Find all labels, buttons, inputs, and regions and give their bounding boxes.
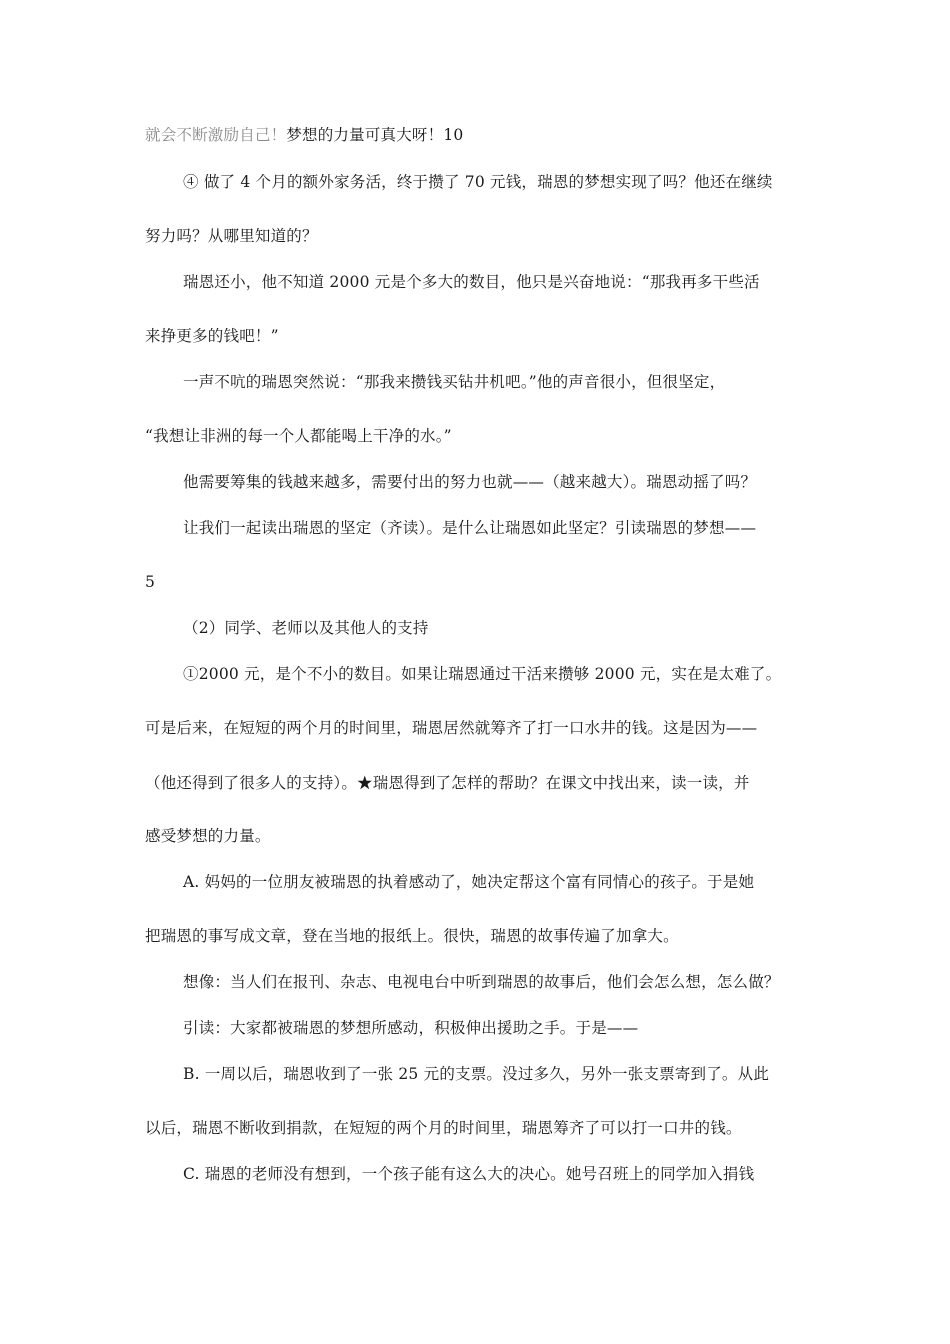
text-line: 可是后来，在短短的两个月的时间里，瑞恩居然就筹齐了打一口水井的钱。这是因为—— (145, 719, 758, 737)
faded-text: 就会不断激励自己！ (145, 126, 287, 144)
text-line: ①2000 元，是个不小的数目。如果让瑞恩通过干活来攒够 2000 元，实在是太难了。 (183, 665, 782, 683)
text-line (145, 125, 463, 145)
text-span: 梦想的力量可真大呀！10 (286, 126, 464, 144)
text-line: 引读：大家都被瑞恩的梦想所感动，积极伸出援助之手。于是—— (183, 1019, 639, 1037)
text-line: B. 一周以后，瑞恩收到了一张 25 元的支票。没过多久，另外一张支票寄到了。从此 (183, 1065, 770, 1083)
text-line: 想像：当人们在报刊、杂志、电视电台中听到瑞恩的故事后，他们会怎么想，怎么做？ (183, 973, 780, 991)
text-line: 一声不吭的瑞恩突然说：“那我来攒钱买钻井机吧。”他的声音很小，但很坚定， (183, 373, 726, 391)
text-line: 把瑞恩的事写成文章，登在当地的报纸上。很快，瑞恩的故事传遍了加拿大。 (145, 927, 679, 945)
text-line: “我想让非洲的每一个人都能喝上干净的水。” (145, 427, 452, 445)
text-line: 瑞恩还小，他不知道 2000 元是个多大的数目，他只是兴奋地说：“那我再多干些活 (183, 273, 760, 291)
text-line: 以后，瑞恩不断收到捐款，在短短的两个月的时间里，瑞恩筹齐了可以打一口井的钱。 (145, 1119, 742, 1137)
section-heading: （2）同学、老师以及其他人的支持 (183, 619, 429, 637)
text-line: 努力吗？从哪里知道的？ (145, 227, 318, 245)
text-line: 让我们一起读出瑞恩的坚定（齐读）。是什么让瑞恩如此坚定？引读瑞恩的梦想—— (183, 519, 757, 537)
text-line: 他需要筹集的钱越来越多，需要付出的努力也就——（越来越大）。瑞恩动摇了吗？ (183, 473, 757, 491)
text-line: （他还得到了很多人的支持）。★瑞恩得到了怎样的帮助？在课文中找出来，读一读，并 (145, 774, 750, 792)
text-line: C. 瑞恩的老师没有想到，一个孩子能有这么大的决心。她号召班上的同学加入捐钱 (183, 1165, 755, 1183)
text-line: 感受梦想的力量。 (145, 827, 271, 845)
text-line: 来挣更多的钱吧！” (145, 327, 279, 345)
text-line: A. 妈妈的一位朋友被瑞恩的执着感动了，她决定帮这个富有同情心的孩子。于是她 (183, 873, 755, 891)
text-line: 5 (145, 573, 156, 591)
text-line: ④ 做了 4 个月的额外家务活，终于攒了 70 元钱，瑞恩的梦想实现了吗？他还在继续 (183, 173, 773, 191)
